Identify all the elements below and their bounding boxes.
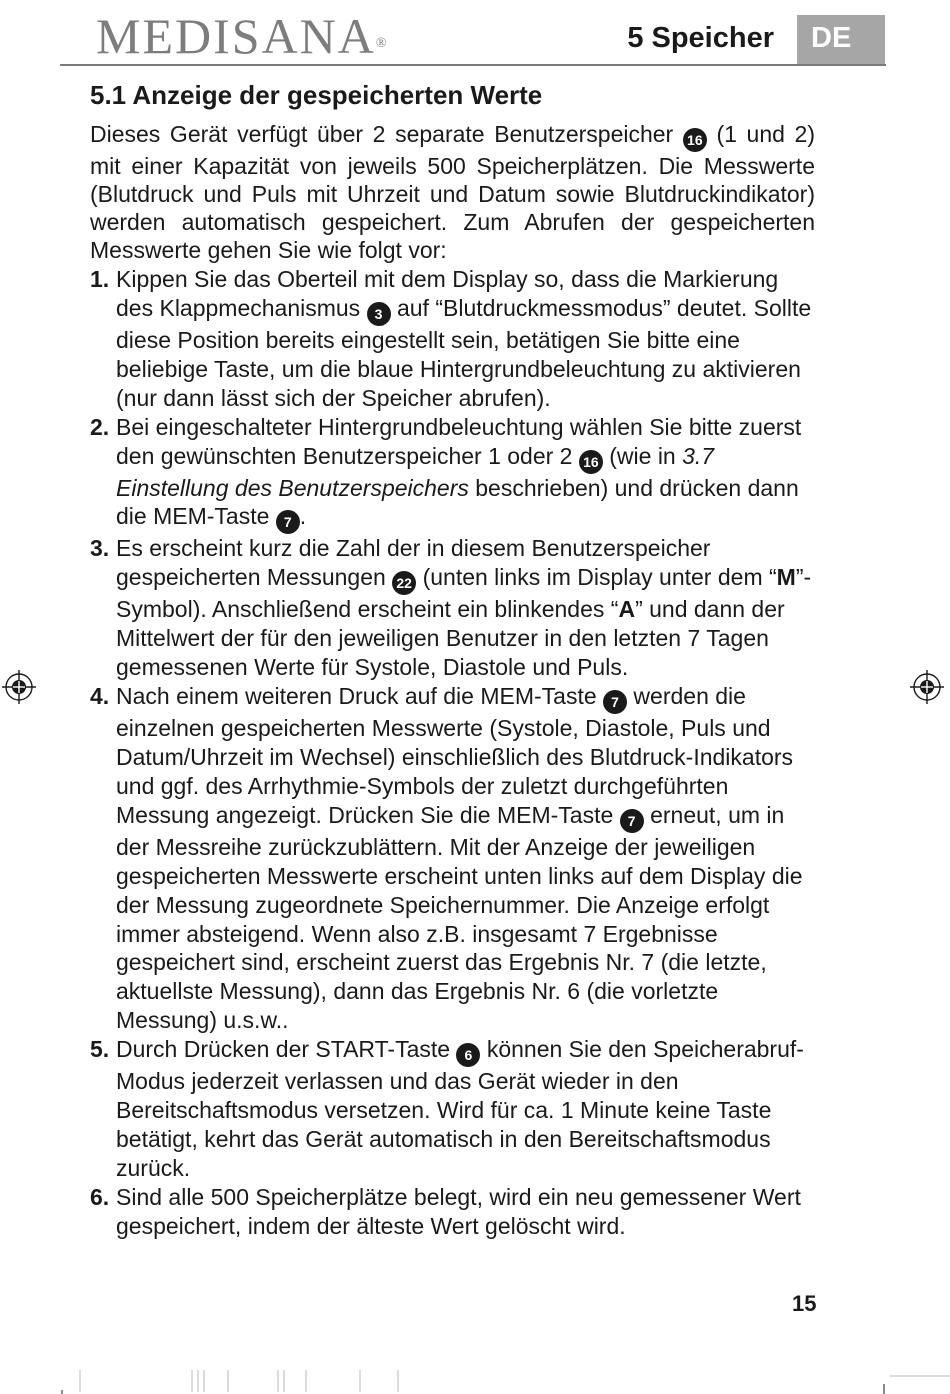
text-run: Es erscheint kurz die Zahl der in diesem Benutzerspeicher gespeicherten Messungen xyxy=(116,535,711,591)
medisana-logo xyxy=(96,8,389,64)
reference-number-icon: 16 xyxy=(683,128,707,152)
registration-mark-icon xyxy=(2,670,36,704)
text-run: Kippen Sie das Oberteil mit dem Display so, dass die Markierung des Klappmechanismus xyxy=(116,266,779,321)
chapter-label: 5 Speicher xyxy=(627,22,774,54)
brand-name: MEDISANA xyxy=(96,8,376,64)
intro-paragraph xyxy=(90,120,815,264)
step-item xyxy=(90,413,815,535)
text-run: Durch Drücken der START-Taste xyxy=(116,1036,457,1063)
text-run: ”-Symbol). Anschließend erscheint ein blinkendes “ xyxy=(116,564,812,623)
text-run: Sind alle 500 Speicherplätze belegt, wird ein neu gemessener Wert gespeichert, indem der älteste Wert gelöscht wird. xyxy=(116,1183,801,1239)
reference-number-icon: 6 xyxy=(456,1043,480,1067)
step-item xyxy=(90,265,815,413)
step-number: 3. xyxy=(90,535,110,562)
text-run: . xyxy=(299,503,307,530)
text-run: Bei eingeschalteter Hintergrundbeleuchtung wählen Sie bitte zuerst den gewünschten Benutzerspeicher 1 oder 2 xyxy=(116,413,802,469)
text-run: können Sie den Speicherabruf-Modus jederzeit verlassen und das Gerät wieder in den Bereitschaftsmodus versetzen. Wird für ca. 1 Minute keine Taste betätigt, kehrt das Gerät automatisch in den Bereitschaftsmodus zurück. xyxy=(116,1036,804,1181)
header-divider xyxy=(60,64,886,66)
cross-reference: 3.7 Einstellung des Benutzerspeichers xyxy=(116,442,715,501)
text-run: beschrieben) und drücken dann die MEM-Taste xyxy=(116,474,799,530)
page-number: 15 xyxy=(792,1291,817,1316)
reference-number-icon: 22 xyxy=(392,571,416,595)
step-item xyxy=(90,534,815,682)
text-run: (unten links im Display unter dem “ xyxy=(416,564,777,591)
reference-number-icon: 16 xyxy=(579,450,603,474)
reference-number-icon: 7 xyxy=(276,510,300,534)
step-number: 1. xyxy=(90,266,110,292)
display-symbol: A xyxy=(618,596,636,623)
text-run: (1 und 2) mit einer Kapazität von jeweils 500 Speicherplätzen. Die Messwerte (Blutdruck und Puls mit Uhrzeit und Datum sowie Blutdruckindikator) werden automatisch gespeichert. Zum Abrufen der gespeicherten Messwerte gehen Sie wie folgt vor: xyxy=(90,121,815,263)
section-title: 5.1 Anzeige der gespeicherten Werte xyxy=(90,80,543,110)
text-run: Nach einem weiteren Druck auf die MEM-Taste xyxy=(116,683,604,710)
display-symbol: M xyxy=(776,564,796,591)
text-run: Dieses Gerät verfügt über 2 separate Benutzerspeicher xyxy=(90,121,683,147)
step-number: 5. xyxy=(90,1036,110,1063)
text-run: auf “Blutdruckmessmodus” deutet. Sollte diese Position bereits eingestellt sein, betätigen Sie bitte eine beliebige Taste, um die blaue Hintergrundbeleuchtung zu aktivieren (nur dann lässt sich der Speicher abrufen). xyxy=(116,294,812,411)
step-item xyxy=(90,682,815,1035)
reference-number-icon: 3 xyxy=(367,302,391,326)
text-run: erneut, um in der Messreihe zurückzublättern. Mit der Anzeige der jeweiligen gespeicherten Messwerte erscheint unten links auf dem Display die der Messung zugeordnete Speichernummer. Die Anzeige erfolgt immer absteigend. Wenn also z.B. insgesamt 7 Ergebnisse gespeichert sind, erscheint zuerst das Ergebnis Nr. 7 (die letzte, aktuellste Messung), dann das Ergebnis Nr. 6 (die vorletzte Messung) u.s.w.. xyxy=(116,801,803,1034)
step-number: 4. xyxy=(90,683,110,710)
reference-number-icon: 7 xyxy=(620,809,644,833)
step-item xyxy=(90,1183,815,1241)
registration-mark-icon xyxy=(910,670,944,704)
language-badge: DE xyxy=(797,15,885,65)
text-run: werden die einzelnen gespeicherten Messwerte (Systole, Diastole, Puls und Datum/Uhrzeit im Wechsel) einschließlich des Blutdruck-Indikators und ggf. des Arrhythmie-Symbols der zuletzt durchgeführten Messung angezeigt. Drücken Sie die MEM-Taste xyxy=(116,683,794,828)
step-item xyxy=(90,1035,815,1183)
page-content xyxy=(90,78,815,1241)
instruction-steps xyxy=(90,265,815,1241)
text-run: (wie in xyxy=(602,442,683,469)
step-number: 2. xyxy=(90,413,110,440)
step-number: 6. xyxy=(90,1183,110,1210)
text-run: ” und dann der Mittelwert der für den jeweiligen Benutzer in den letzten 7 Tagen gemessenen Werte für Systole, Diastole und Puls. xyxy=(116,596,785,681)
reference-number-icon: 7 xyxy=(603,690,627,714)
registered-mark: ® xyxy=(375,36,389,51)
print-crop-marks xyxy=(0,1366,950,1394)
